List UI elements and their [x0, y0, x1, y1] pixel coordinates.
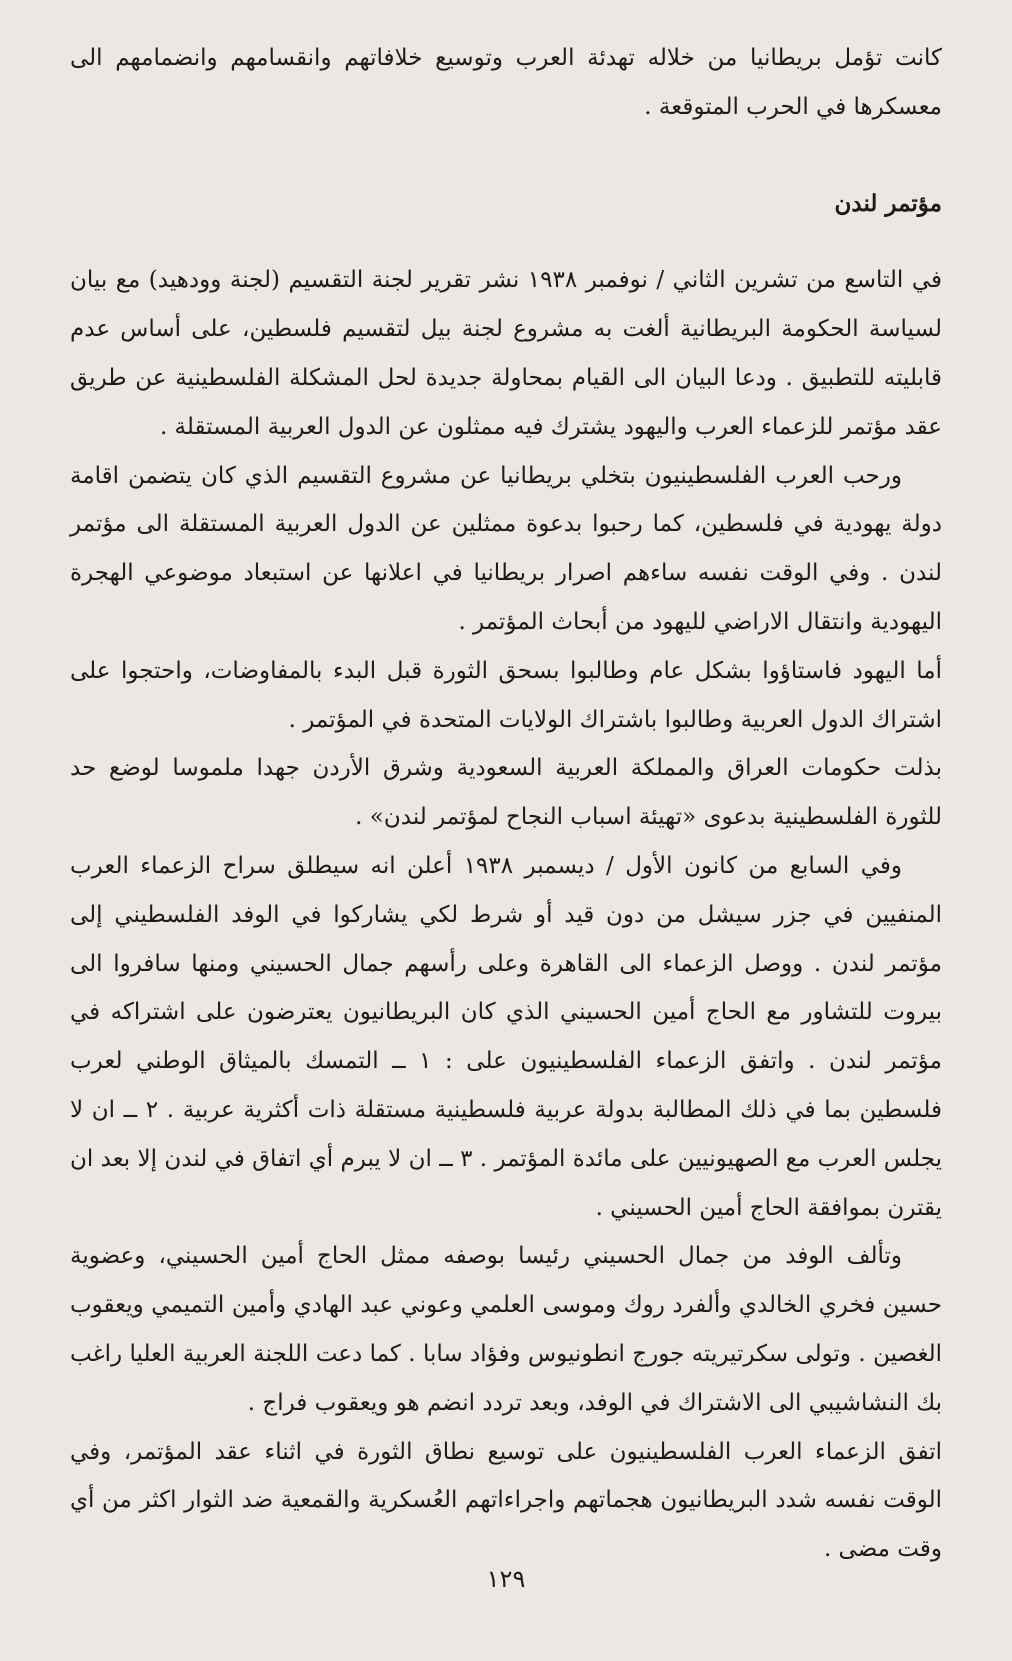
- paragraph-arab-reaction: ورحب العرب الفلسطينيون بتخلي بريطانيا عن مشروع التقسيم الذي كان يتضمن اقامة دولة يهودية في فلسطين، كما رحبوا بدعوة ممثلين عن الدول العربية المستقلة الى مؤتمر لندن . وفي الوقت نفسه ساءهم اصرار بريطانيا في اعلانها عن استبعاد موضوعي الهجرة اليهودية وانتقال الاراضي لليهود من أبحاث المؤتمر .: [70, 462, 942, 635]
- section-heading: مؤتمر لندن: [834, 189, 942, 217]
- paragraph-delegation: وتألف الوفد من جمال الحسيني رئيسا بوصفه ممثل الحاج أمين الحسيني، وعضوية حسين فخري الخالدي وألفرد روك وموسى العلمي وعوني عبد الهادي وأمين التميمي ويعقوب الغصين . وتولى سكرتيريته جورج انطونيوس وفؤاد سابا . كما دعت اللجنة العربية العليا راغب بك النشاشيبي الى الاشتراك في الوفد، وبعد تردد انضم هو ويعقوب فراج .: [70, 1243, 942, 1416]
- paragraph-intro-continuation: كانت تؤمل بريطانيا من خلاله تهدئة العرب وتوسيع خلافاتهم وانقسامهم وانضمامهم الى معسكرها في الحرب المتوقعة .: [70, 45, 942, 120]
- paragraph-arab-governments: بذلت حكومات العراق والمملكة العربية السعودية وشرق الأردن جهدا ملموسا لوضع حد للثورة الفلسطينية بدعوى «تهيئة اسباب النجاح لمؤتمر لندن» .: [70, 755, 942, 831]
- paragraph-jewish-reaction: أما اليهود فاستاؤوا بشكل عام وطالبوا بسحق الثورة قبل البدء بالمفاوضات، واحتجوا على اشتراك الدول العربية وطالبوا باشتراك الولايات المتحدة في المؤتمر .: [70, 657, 942, 733]
- paragraph-partition-report: في التاسع من تشرين الثاني / نوفمبر ١٩٣٨ نشر تقرير لجنة التقسيم (لجنة وودهيد) مع بيان لسياسة الحكومة البريطانية ألغت به مشروع لجنة بيل لتقسيم فلسطين، على أساس عدم قابليته للتطبيق . ودعا البيان الى القيام بمحاولة جديدة لحل المشكلة الفلسطينية عن طريق عقد مؤتمر للزعماء العرب واليهود يشترك فيه ممثلون عن الدول العربية المستقلة .: [70, 267, 942, 440]
- paragraph-revolt-expansion: اتفق الزعماء العرب الفلسطينيون على توسيع نطاق الثورة في اثناء عقد المؤتمر، وفي الوقت نفسه شدد البريطانيون هجماتهم واجراءاتهم العُسكرية والقمعية ضد الثوار اكثر من أي وقت مضى .: [70, 1438, 942, 1563]
- page-number: ١٢٩: [486, 1565, 526, 1593]
- page-body: [70, 34, 942, 1574]
- paragraph-leaders-release: وفي السابع من كانون الأول / ديسمبر ١٩٣٨ أعلن انه سيطلق سراح الزعماء العرب المنفيين في جزر سيشل من دون قيد أو شرط لكي يشاركوا في الوفد الفلسطيني إلى مؤتمر لندن . ووصل الزعماء الى القاهرة وعلى رأسهم جمال الحسيني ومنها سافروا الى بيروت للتشاور مع الحاج أمين الحسيني الذي كان البريطانيون يعترضون على اشتراكه في مؤتمر لندن . واتفق الزعماء الفلسطينيون على : ١ ــ التمسك بالميثاق الوطني لعرب فلسطين بما في ذلك المطالبة بدولة عربية فلسطينية مستقلة ذات أكثرية عربية . ٢ ــ ان لا يجلس العرب مع الصهيونيين على مائدة المؤتمر . ٣ ــ ان لا يبرم أي اتفاق في لندن إلا بعد ان يقترن بموافقة الحاج أمين الحسيني .: [70, 852, 942, 1221]
